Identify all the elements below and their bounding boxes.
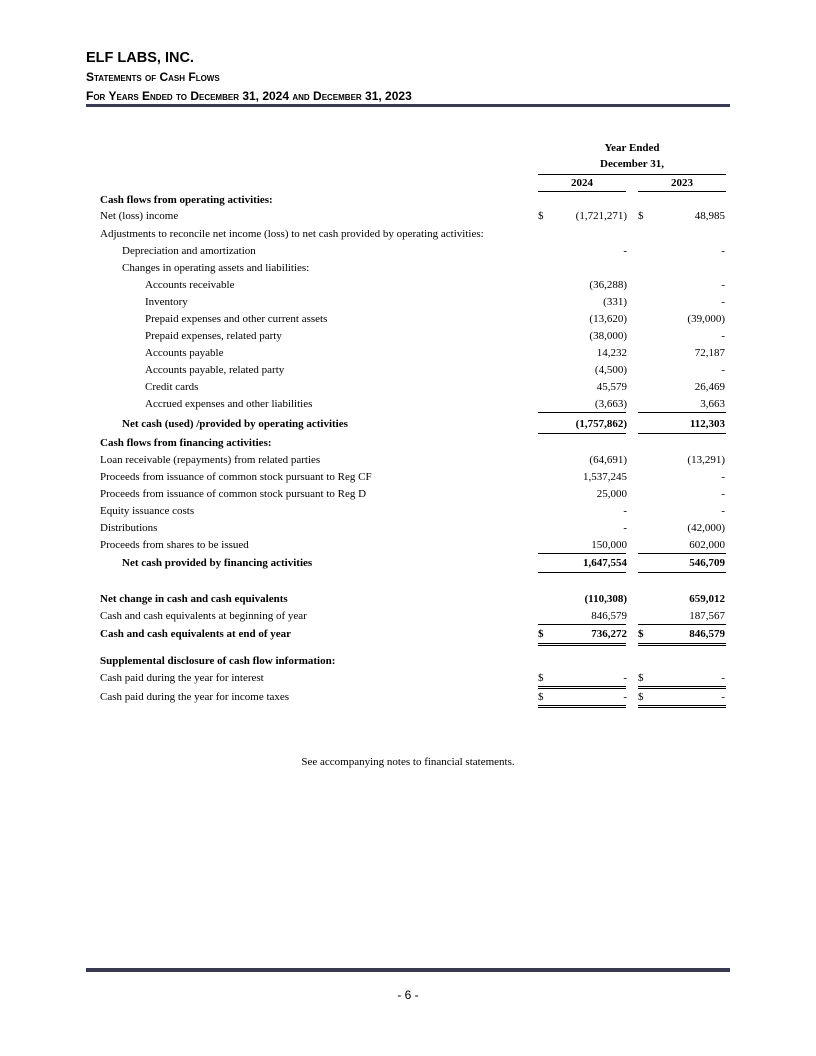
footer-divider <box>86 968 730 972</box>
row-label: Cash paid during the year for income taxes <box>100 691 290 703</box>
value-2024: 736,272 <box>591 628 627 640</box>
row-label: Accounts payable, related party <box>145 364 285 376</box>
row-label: Proceeds from issuance of common stock pursuant to Reg CF <box>100 471 372 483</box>
currency-symbol: $ <box>538 691 544 703</box>
subtotal-underline-2023 <box>638 553 726 554</box>
table-row <box>0 469 816 486</box>
table-row <box>0 226 816 243</box>
value-2023: - <box>721 488 725 500</box>
value-2024: 150,000 <box>591 539 627 551</box>
value-2023: - <box>721 505 725 517</box>
table-row <box>0 294 816 311</box>
currency-symbol: $ <box>538 672 544 684</box>
value-2024: (3,663) <box>594 398 627 410</box>
value-2024: - <box>623 505 627 517</box>
value-2024: (331) <box>603 296 627 308</box>
value-2024: (110,308) <box>584 593 627 605</box>
page-number: - 6 - <box>397 988 419 1002</box>
subtotal-underline-2023 <box>638 412 726 413</box>
statement-period: For Years Ended to December 31, 2024 and December 31, 2023 <box>86 89 412 103</box>
value-2023: (13,291) <box>687 454 725 466</box>
table-row <box>0 435 816 452</box>
value-2024: 14,232 <box>596 347 627 359</box>
column-header-2023: 2023 <box>671 177 693 189</box>
row-label: Net change in cash and cash equivalents <box>100 593 288 605</box>
row-label: Cash and cash equivalents at beginning of year <box>100 610 307 622</box>
value-2024: 846,579 <box>591 610 627 622</box>
value-2023: 187,567 <box>689 610 725 622</box>
table-row <box>0 328 816 345</box>
value-2023: 112,303 <box>689 418 725 430</box>
value-2024: (1,757,862) <box>575 418 627 430</box>
table-row <box>0 311 816 328</box>
row-label: Changes in operating assets and liabilities: <box>122 262 310 274</box>
value-2023: 602,000 <box>689 539 725 551</box>
value-2023: 72,187 <box>694 347 725 359</box>
total-underline-2023 <box>638 624 726 625</box>
table-row <box>0 520 816 537</box>
currency-symbol: $ <box>638 628 644 640</box>
value-2023: - <box>721 672 725 684</box>
currency-symbol: $ <box>638 672 644 684</box>
company-name: ELF LABS, INC. <box>86 50 194 66</box>
row-label: Net (loss) income <box>100 210 179 222</box>
table-row <box>0 379 816 396</box>
table-row <box>0 208 816 225</box>
value-2024: (64,691) <box>589 454 627 466</box>
header-divider <box>86 104 730 107</box>
row-label: Cash paid during the year for interest <box>100 672 264 684</box>
value-2024: - <box>623 245 627 257</box>
row-label: Adjustments to reconcile net income (loss) to net cash provided by operating activities: <box>100 228 484 240</box>
value-2023: 659,012 <box>689 593 725 605</box>
value-2023: 48,985 <box>694 210 725 222</box>
value-2023: 3,663 <box>700 398 725 410</box>
table-row <box>0 396 816 413</box>
double-rule-2023-a <box>638 686 726 687</box>
table-row <box>0 537 816 554</box>
value-2024: - <box>623 522 627 534</box>
currency-symbol: $ <box>538 210 544 222</box>
section-heading-operating: Cash flows from operating activities: <box>100 194 273 206</box>
total-double-rule-2024-b <box>538 645 626 646</box>
value-2024: 45,579 <box>596 381 627 393</box>
section-heading-financing: Cash flows from financing activities: <box>100 437 272 449</box>
table-row <box>0 260 816 277</box>
row-label: Inventory <box>145 296 188 308</box>
total-double-rule-2023-a <box>638 643 726 644</box>
row-label: Loan receivable (repayments) from related parties <box>100 454 321 466</box>
value-2023: - <box>721 245 725 257</box>
value-2024: (1,721,271) <box>575 210 627 222</box>
table-row <box>0 689 816 706</box>
value-2024: (36,288) <box>589 279 627 291</box>
statement-title: Statements of Cash Flows <box>86 70 220 84</box>
subtotal-underline-2024 <box>538 553 626 554</box>
value-2023: 546,709 <box>689 557 725 569</box>
table-row <box>0 345 816 362</box>
subtotal-bottom-rule-2024 <box>538 433 626 434</box>
section-heading-supplemental: Supplemental disclosure of cash flow information: <box>100 655 336 667</box>
row-label: Accounts receivable <box>145 279 235 291</box>
value-2023: - <box>721 296 725 308</box>
subtotal-bottom-rule-2023 <box>638 433 726 434</box>
currency-symbol: $ <box>638 691 644 703</box>
row-label: Distributions <box>100 522 158 534</box>
currency-symbol: $ <box>638 210 644 222</box>
footnote: See accompanying notes to financial statements. <box>301 756 515 768</box>
row-label: Proceeds from issuance of common stock pursuant to Reg D <box>100 488 367 500</box>
double-rule-2023-d <box>638 707 726 708</box>
row-label: Accrued expenses and other liabilities <box>145 398 313 410</box>
table-row <box>0 416 816 433</box>
value-2023: - <box>721 364 725 376</box>
row-label: Credit cards <box>145 381 199 393</box>
column-group-underline <box>538 174 726 175</box>
table-row <box>0 243 816 260</box>
value-2023: - <box>721 691 725 703</box>
value-2024: - <box>623 691 627 703</box>
table-row <box>0 670 816 687</box>
value-2023: - <box>721 471 725 483</box>
table-row <box>0 653 816 670</box>
double-rule-2024-d <box>538 707 626 708</box>
total-label: Cash and cash equivalents at end of year <box>100 628 291 640</box>
value-2023: - <box>721 279 725 291</box>
value-2023: 26,469 <box>694 381 725 393</box>
total-double-rule-2023-b <box>638 645 726 646</box>
double-rule-2024-a <box>538 686 626 687</box>
value-2024: 1,537,245 <box>583 471 627 483</box>
row-label: Prepaid expenses, related party <box>145 330 282 342</box>
table-row <box>0 192 816 209</box>
value-2024: 25,000 <box>596 488 627 500</box>
column-header-2024: 2024 <box>571 177 593 189</box>
currency-symbol: $ <box>538 628 544 640</box>
double-rule-2023-c <box>638 705 726 706</box>
subtotal-bottom-rule-2023 <box>638 572 726 573</box>
table-row <box>0 626 816 643</box>
table-row <box>0 277 816 294</box>
subtotal-underline-2024 <box>538 412 626 413</box>
row-label: Equity issuance costs <box>100 505 195 517</box>
value-2024: (4,500) <box>594 364 627 376</box>
subtotal-label: Net cash provided by financing activities <box>122 557 313 569</box>
table-row <box>0 503 816 520</box>
row-label: Prepaid expenses and other current assets <box>145 313 328 325</box>
value-2023: 846,579 <box>689 628 725 640</box>
table-row <box>0 486 816 503</box>
column-group-label-line2: December 31, <box>600 158 664 170</box>
total-underline-2024 <box>538 624 626 625</box>
row-label: Depreciation and amortization <box>122 245 256 257</box>
table-row <box>0 555 816 572</box>
value-2024: (38,000) <box>589 330 627 342</box>
subtotal-label: Net cash (used) /provided by operating activities <box>122 418 348 430</box>
table-row <box>0 452 816 469</box>
subtotal-bottom-rule-2024 <box>538 572 626 573</box>
table-row <box>0 362 816 379</box>
value-2023: (39,000) <box>687 313 725 325</box>
double-rule-2024-c <box>538 705 626 706</box>
value-2023: (42,000) <box>687 522 725 534</box>
value-2024: 1,647,554 <box>583 557 627 569</box>
row-label: Accounts payable <box>145 347 224 359</box>
total-double-rule-2024-a <box>538 643 626 644</box>
table-row <box>0 591 816 608</box>
table-row <box>0 608 816 625</box>
column-group-label-line1: Year Ended <box>604 142 660 154</box>
value-2024: (13,620) <box>589 313 627 325</box>
value-2023: - <box>721 330 725 342</box>
row-label: Proceeds from shares to be issued <box>100 539 249 551</box>
value-2024: - <box>623 672 627 684</box>
